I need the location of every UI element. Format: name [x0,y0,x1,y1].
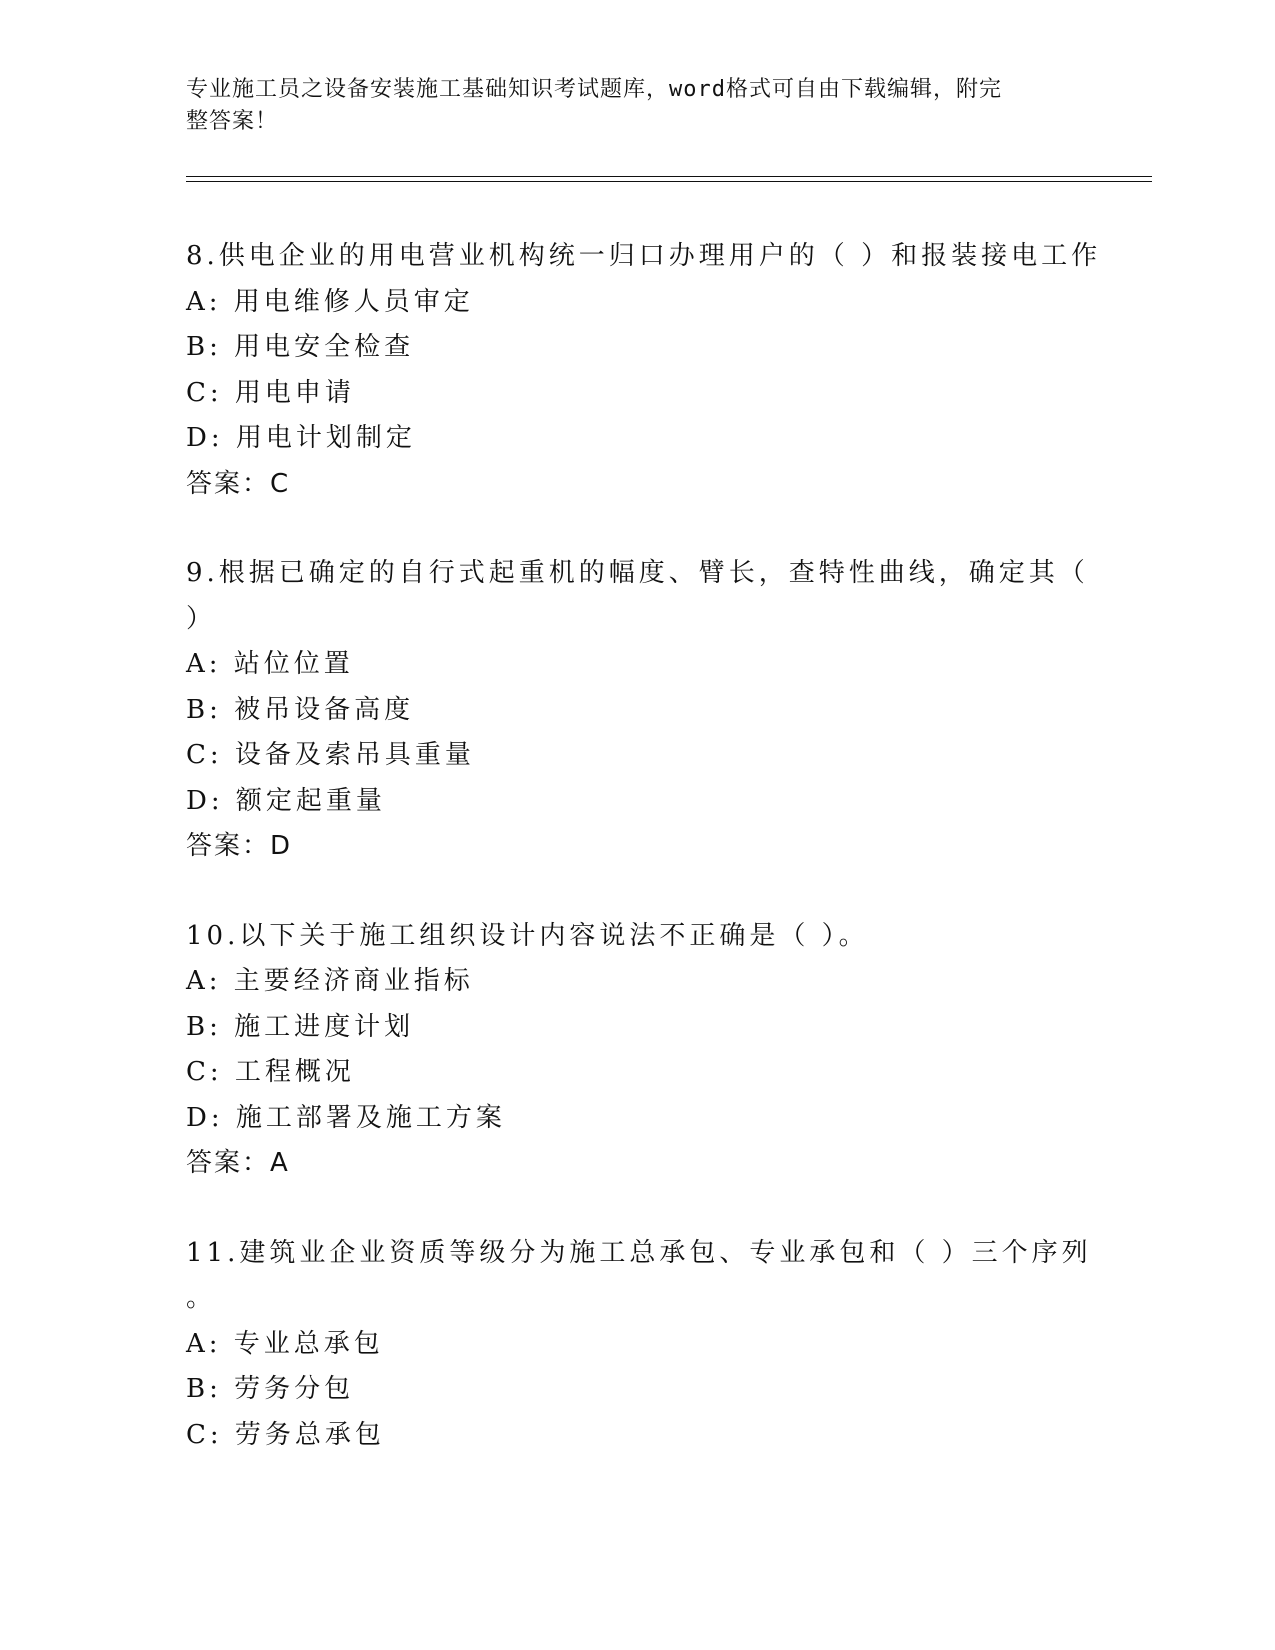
option-b: B: 被吊设备高度 [186,694,415,725]
option-b: B: 劳务分包 [186,1374,355,1404]
answer-line: 答案：D [186,831,293,861]
option-a: A: 用电维修人员审定 [186,286,474,317]
question-list [186,234,1102,1502]
answer-line: 答案：C [186,468,291,499]
option-c: C: 工程概况 [186,1057,355,1087]
answer-line: 答案：A [186,1148,290,1178]
option-a: A: 主要经济商业指标 [186,966,474,996]
question-9 [186,551,1089,870]
document-header [186,74,1066,138]
option-b: B: 用电安全检查 [186,332,415,362]
header-line-2: 整答案！ [186,109,279,134]
question-11 [186,1231,1092,1459]
option-d: D: 额定起重量 [186,785,386,816]
option-b: B: 施工进度计划 [186,1011,415,1042]
question-8 [186,234,1102,507]
option-d: D: 施工部署及施工方案 [186,1102,506,1133]
question-stem: 10.以下关于施工组织设计内容说法不正确是（ ）。 [186,920,869,951]
question-stem-continued: 。 [186,1283,217,1313]
question-stem: 9.根据已确定的自行式起重机的幅度、臂长，查特性曲线，确定其（ [186,558,1089,588]
question-stem: 11.建筑业企业资质等级分为施工总承包、专业承包和（ ）三个序列 [186,1237,1092,1268]
option-a: A: 专业总承包 [186,1328,384,1359]
question-stem-continued: ） [186,603,217,634]
header-line-1: 专业施工员之设备安装施工基础知识考试题库，word格式可自由下载编辑，附完 [186,77,1002,102]
option-c: C: 设备及索吊具重量 [186,740,475,770]
header-divider-top [186,176,1152,177]
question-stem: 8.供电企业的用电营业机构统一归口办理用户的（ ）和报装接电工作 [186,241,1102,271]
header-divider-bottom [186,181,1152,182]
option-c: C: 用电申请 [186,377,355,408]
option-d: D: 用电计划制定 [186,423,416,453]
option-c: C: 劳务总承包 [186,1419,385,1450]
question-10 [186,914,1086,1187]
option-a: A: 站位位置 [186,649,354,679]
